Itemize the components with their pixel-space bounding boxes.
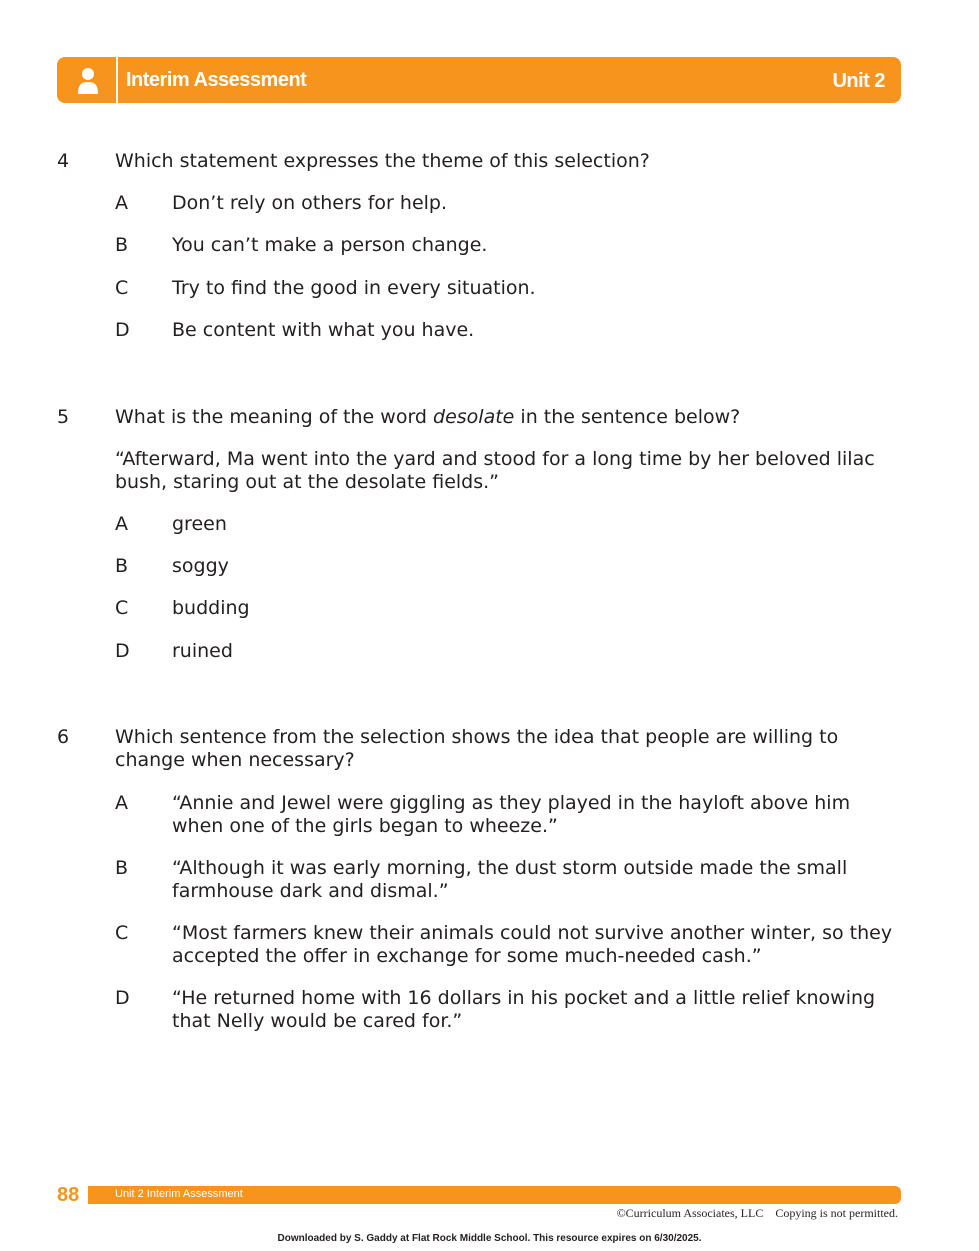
option-letter: D <box>115 640 130 662</box>
question-number: 4 <box>57 150 70 172</box>
header-divider <box>116 57 118 103</box>
question-stem: Which sentence from the selection shows the idea that people are willing to change when necessary? <box>115 726 839 771</box>
option-letter: A <box>115 792 128 814</box>
footer-bar <box>88 1186 901 1204</box>
stem-text: What is the meaning of the word <box>115 406 434 428</box>
option-text: Don’t rely on others for help. <box>172 192 448 214</box>
option-text: You can’t make a person change. <box>172 234 488 256</box>
option-text: “Although it was early morning, the dust storm outside made the small farmhouse dark and dismal.” <box>172 857 848 902</box>
quoted-sentence: “Afterward, Ma went into the yard and stood for a long time by her beloved lilac bush, staring out at the desolate fields.” <box>115 448 875 493</box>
option-letter: C <box>115 597 129 619</box>
option-text: “Annie and Jewel were giggling as they played in the hayloft above him when one of the girls began to wheeze.” <box>172 792 851 837</box>
option-letter: C <box>115 277 129 299</box>
option-letter: C <box>115 922 129 944</box>
footer-label: Unit 2 Interim Assessment <box>115 1188 243 1200</box>
page-number: 88 <box>57 1184 80 1206</box>
option-text: ruined <box>172 640 233 662</box>
question-stem: Which statement expresses the theme of this selection? <box>115 150 650 172</box>
person-icon <box>77 67 99 95</box>
option-text: budding <box>172 597 250 619</box>
header-title: Interim Assessment <box>126 69 307 91</box>
download-notice: Downloaded by S. Gaddy at Flat Rock Middle School. This resource expires on 6/30/2025. <box>277 1233 702 1244</box>
question-number: 6 <box>57 726 70 748</box>
option-text: Be content with what you have. <box>172 319 475 341</box>
question-number: 5 <box>57 406 70 428</box>
option-letter: B <box>115 234 129 256</box>
option-letter: A <box>115 513 128 535</box>
option-letter: D <box>115 319 130 341</box>
page-header <box>57 57 901 103</box>
option-letter: B <box>115 857 129 879</box>
option-text: soggy <box>172 555 229 577</box>
question-stem <box>115 406 905 429</box>
copyright-notice: ©Curriculum Associates, LLC Copying is not permitted. <box>616 1206 898 1220</box>
option-letter: A <box>115 192 128 214</box>
option-text: Try to find the good in every situation. <box>172 277 536 299</box>
vocab-word: desolate <box>433 406 515 428</box>
option-text: green <box>172 513 227 535</box>
option-letter: D <box>115 987 130 1009</box>
option-text: “Most farmers knew their animals could not survive another winter, so they accepted the offer in exchange for some much-needed cash.” <box>172 922 893 967</box>
option-letter: B <box>115 555 129 577</box>
header-unit: Unit 2 <box>832 70 885 92</box>
option-text: “He returned home with 16 dollars in his pocket and a little relief knowing that Nelly would be cared for.” <box>172 987 876 1032</box>
stem-text: in the sentence below? <box>514 406 741 428</box>
